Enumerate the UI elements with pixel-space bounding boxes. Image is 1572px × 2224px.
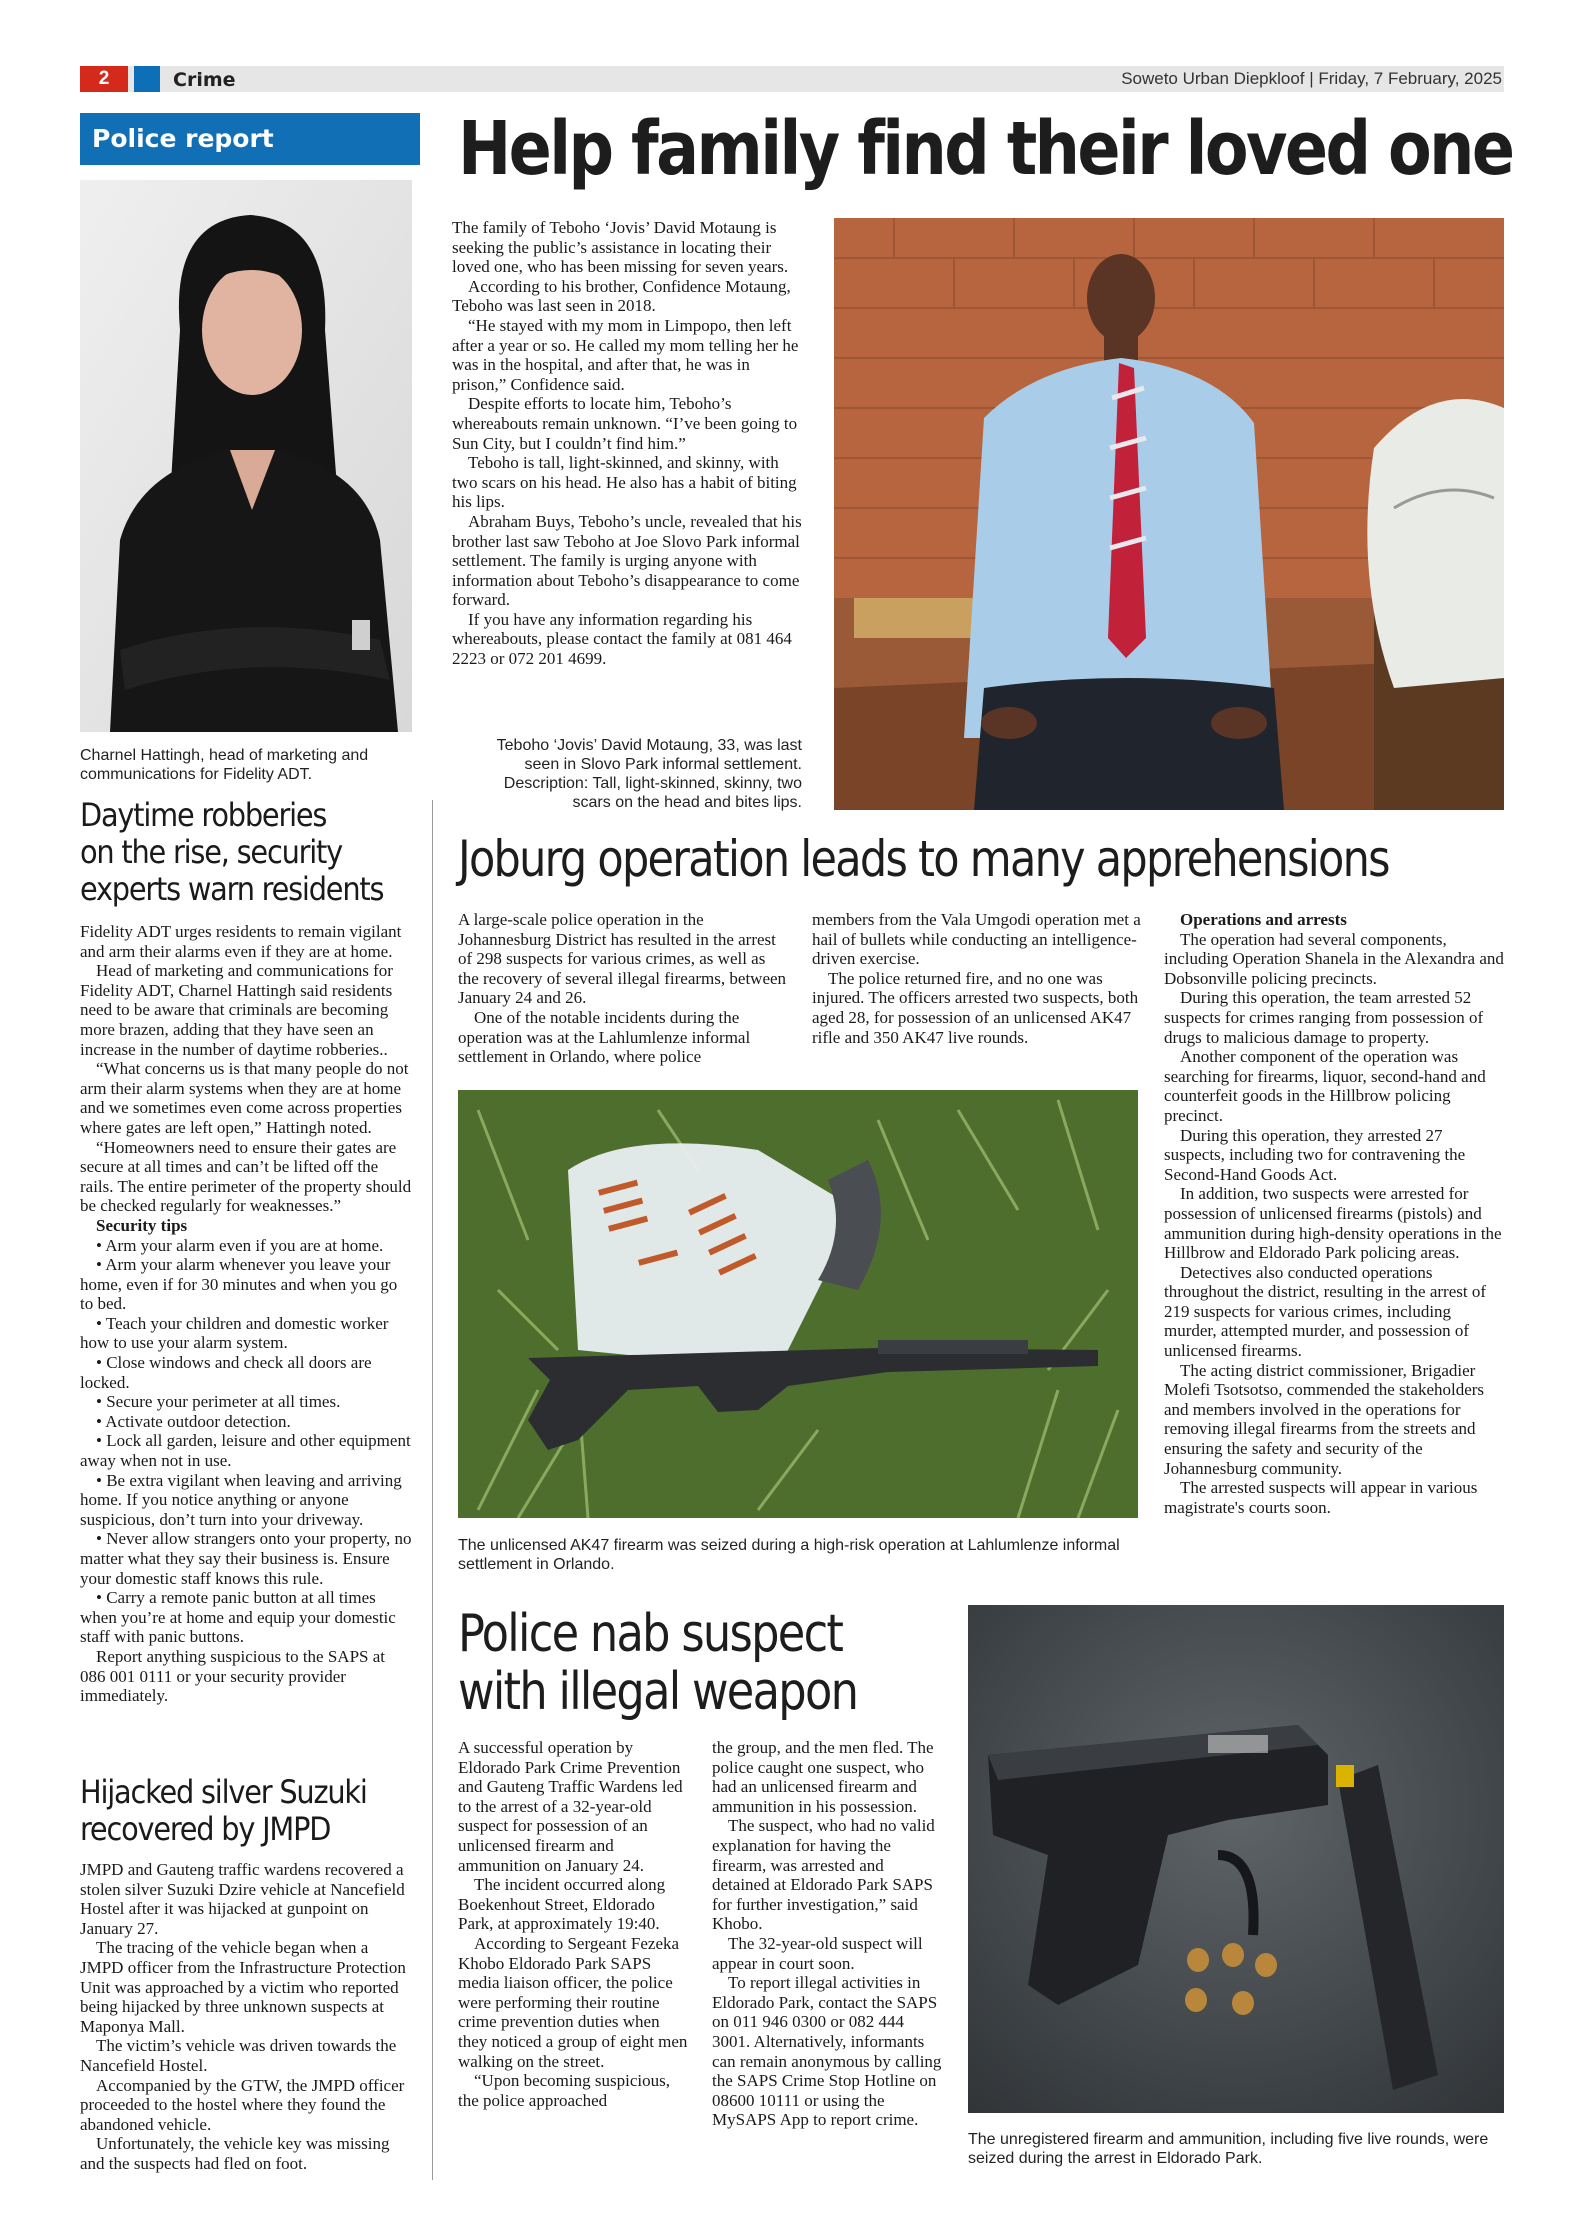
paragraph: Despite efforts to locate him, Teboho’s whereabouts remain unknown. “I’ve been going to Sun City, but I couldn’t find him.” <box>452 394 798 453</box>
suzuki-headline <box>80 1774 420 1848</box>
paragraph: Unfortunately, the vehicle key was missing and the suspects had fled on foot. <box>80 2134 390 2173</box>
section-name: Crime <box>173 69 236 91</box>
paragraph: Accompanied by the GTW, the JMPD officer proceeded to the hostel where they found the abandoned vehicle. <box>80 2075 405 2134</box>
security-tips-heading: Security tips <box>96 1215 188 1235</box>
paragraph: According to Sergeant Fezeka Khobo Eldorado Park SAPS media liaison officer, the police were performing their routine crime prevention duties when they noticed a group of eight men walking on the street. <box>458 1933 688 2071</box>
suzuki-headline-line: Hijacked silver Suzuki <box>80 1773 367 1811</box>
page-number: 2 <box>80 66 128 92</box>
paragraph: A large-scale police operation in the Johannesburg District has resulted in the arrest of 298 suspects for various crimes, as well as the recovery of several illegal firearms, between January 24 and 26. <box>458 910 787 1008</box>
robberies-headline-line: on the rise, security <box>80 833 342 871</box>
paragraph: The police returned fire, and no one was injured. The officers arrested two suspects, both aged 28, for possession of an unlicensed AK47 rifle and 350 AK47 live rounds. <box>812 968 1139 1047</box>
paragraph: Head of marketing and communications for Fidelity ADT, Charnel Hattingh said residents need to be aware that criminals are becoming more brazen, adding that they have seen an increase in the number of daytime robberies.. <box>80 961 393 1059</box>
robberies-headline <box>80 797 420 908</box>
paragraph: “Homeowners need to ensure their gates are secure at all times and can’t be lifted off the rails. The entire perimeter of the property should be checked regularly for weaknesses.” <box>80 1137 412 1216</box>
column-divider <box>432 800 433 2180</box>
ak47-photo <box>458 1090 1138 1518</box>
paragraph: Teboho is tall, light-skinned, and skinny, with two scars on his head. He also has a habit of biting his lips. <box>452 453 797 512</box>
security-tip: • Arm your alarm even if you are at home. <box>96 1235 384 1255</box>
paragraph: The 32-year-old suspect will appear in court soon. <box>712 1933 923 1973</box>
paragraph: The suspect, who had no valid explanation for having the firearm, was arrested and detained at Eldorado Park SAPS for further investigation,” said Khobo. <box>712 1816 935 1934</box>
paragraph: members from the Vala Umgodi operation met a hail of bullets while conducting an intelligence-driven exercise. <box>812 910 1141 969</box>
paragraph: The tracing of the vehicle began when a JMPD officer from the Infrastructure Protection Unit was approached by a victim who reported being hijacked by three unknown suspects at Maponya Mall. <box>80 1938 406 2036</box>
section-marker <box>134 66 160 92</box>
paragraph: JMPD and Gauteng traffic wardens recovered a stolen silver Suzuki Dzire vehicle at Nancefield Hostel after it was hijacked at gunpoint on January 27. <box>80 1860 405 1938</box>
suzuki-article-body <box>80 1860 412 2174</box>
paragraph: The family of Teboho ‘Jovis’ David Motaung is seeking the public’s assistance in locating their loved one, who has been missing for seven years. <box>452 218 789 277</box>
paragraph: Another component of the operation was searching for firearms, liquor, second-hand and counterfeit goods in the Hillbrow policing precinct. <box>1164 1047 1486 1125</box>
paragraph: One of the notable incidents during the operation was at the Lahlumlenze informal settlement in Orlando, where police <box>458 1007 751 1067</box>
paragraph: Abraham Buys, Teboho’s uncle, revealed that his brother last saw Teboho at Joe Slovo Park informal settlement. The family is urging anyone with information about Teboho’s disappearance to come forward. <box>452 511 802 610</box>
operations-subheading: Operations and arrests <box>1180 910 1347 929</box>
security-tip: • Close windows and check all doors are locked. <box>80 1353 372 1392</box>
security-tip: • Never allow strangers onto your property, no matter what they say their business is. Ensure your domestic staff knows this rule. <box>80 1529 412 1588</box>
teboho-photo-caption: Teboho ‘Jovis’ David Motaung, 33, was last seen in Slovo Park informal settlement. Description: Tall, light-skinned, skinny, two scars on the head and bites lips. <box>496 737 802 811</box>
operation-col2 <box>812 910 1142 1047</box>
pistol-photo-caption: The unregistered firearm and ammunition, including five live rounds, were seized during the arrest in Eldorado Park. <box>968 2131 1489 2167</box>
security-tip: • Be extra vigilant when leaving and arriving home. If you notice anything or anyone suspicious, don’t turn into your driveway. <box>80 1470 402 1529</box>
paragraph: During this operation, they arrested 27 suspects, including two for contravening the Second-Hand Goods Act. <box>1164 1125 1466 1184</box>
paragraph: A successful operation by Eldorado Park Crime Prevention and Gauteng Traffic Wardens led to the arrest of a 32-year-old suspect for possession of an unlicensed firearm and ammunition on January 24. <box>458 1738 683 1875</box>
suzuki-headline-line: recovered by JMPD <box>80 1810 331 1848</box>
paragraph: “He stayed with my mom in Limpopo, then left after a year or so. He called my mom telling her he was in the hospital, and after that, he was in prison,” Confidence said. <box>452 315 799 394</box>
security-tip: • Lock all garden, leisure and other equipment away when not in use. <box>80 1431 411 1471</box>
paragraph: The acting district commissioner, Brigadier Molefi Tsotsotso, commended the stakeholders and members involved in the operations for removing illegal firearms from the streets and ensuring the safety and security of the Johannesburg community. <box>1164 1360 1485 1478</box>
paragraph: The incident occurred along Boekenhout Street, Eldorado Park, at approximately 19:40. <box>458 1875 666 1934</box>
lead-headline: Help family find their loved one <box>458 106 1513 192</box>
ak47-photo-caption: The unlicensed AK47 firearm was seized during a high-risk operation at Lahlumlenze informal settlement in Orlando. <box>458 1537 1120 1573</box>
robberies-article-body <box>80 922 412 1706</box>
suspect-headline-line: with illegal weapon <box>458 1662 858 1722</box>
paragraph: The operation had several components, including Operation Shanela in the Alexandra and Dobsonville policing precincts. <box>1164 929 1504 988</box>
paragraph: The arrested suspects will appear in various magistrate's courts soon. <box>1164 1478 1478 1517</box>
paragraph: If you have any information regarding his whereabouts, please contact the family at 081 464 2223 or 072 201 4699. <box>452 609 792 669</box>
paragraph: In addition, two suspects were arrested for possession of unlicensed firearms (pistols) and ammunition during high-density operations in the Hillbrow and Eldorado Park policing areas. <box>1164 1184 1502 1263</box>
paragraph: The victim’s vehicle was driven towards the Nancefield Hostel. <box>80 2036 397 2075</box>
paragraph: Report anything suspicious to the SAPS at 086 001 0111 or your security provider immediately. <box>80 1646 385 1706</box>
security-tip: • Carry a remote panic button at all times when you’re at home and equip your domestic staff with panic buttons. <box>80 1588 396 1647</box>
operation-col3 <box>1164 910 1504 1517</box>
security-tip: • Teach your children and domestic worker how to use your alarm system. <box>80 1313 389 1353</box>
suspect-headline <box>458 1605 1018 1721</box>
hattingh-photo <box>80 180 412 732</box>
teboho-photo <box>834 218 1504 810</box>
operation-headline: Joburg operation leads to many apprehensions <box>458 830 1389 888</box>
suspect-headline-line: Police nab suspect <box>458 1604 843 1664</box>
paragraph: Detectives also conducted operations throughout the district, resulting in the arrest of 219 suspects for various crimes, including murder, attempted murder, and possession of unlicensed firearms. <box>1164 1262 1486 1361</box>
publication-line: Soweto Urban Diepkloof | Friday, 7 February, 2025 <box>1121 69 1502 88</box>
police-report-label: Police report <box>80 113 420 165</box>
operation-col1 <box>458 910 788 1067</box>
lead-article-body <box>452 218 802 669</box>
security-tip: • Secure your perimeter at all times. <box>96 1392 341 1412</box>
security-tip: • Activate outdoor detection. <box>96 1411 291 1431</box>
pistol-photo <box>968 1605 1504 2113</box>
hattingh-photo-caption: Charnel Hattingh, head of marketing and communications for Fidelity ADT. <box>80 747 369 783</box>
paragraph: the group, and the men fled. The police caught one suspect, who had an unlicensed firearm and ammunition in his possession. <box>712 1738 934 1816</box>
paragraph: Fidelity ADT urges residents to remain vigilant and arm their alarms even if they are at home. <box>80 922 402 961</box>
suspect-col2 <box>712 1738 944 2130</box>
paragraph: “Upon becoming suspicious, the police approached <box>458 2071 670 2110</box>
paragraph: According to his brother, Confidence Motaung, Teboho was last seen in 2018. <box>452 276 791 316</box>
paragraph: “What concerns us is that many people do not arm their alarm systems when they are at home and we sometimes even come across properties where gates are left open,” Hattingh noted. <box>80 1059 409 1137</box>
suspect-col1 <box>458 1738 688 2110</box>
robberies-headline-line: experts warn residents <box>80 870 384 908</box>
paragraph: During this operation, the team arrested 52 suspects for crimes ranging from possession of drugs to malicious damage to property. <box>1164 988 1484 1047</box>
robberies-headline-line: Daytime robberies <box>80 796 327 834</box>
security-tip: • Arm your alarm whenever you leave your home, even if for 30 minutes and when you go to bed. <box>80 1255 398 1314</box>
paragraph: To report illegal activities in Eldorado Park, contact the SAPS on 011 946 0300 or 082 444 3001. Alternatively, informants can remain anonymous by calling the SAPS Crime Stop Hotline on 08600 10111 or using the MySAPS App to report crime. <box>712 1973 942 2130</box>
